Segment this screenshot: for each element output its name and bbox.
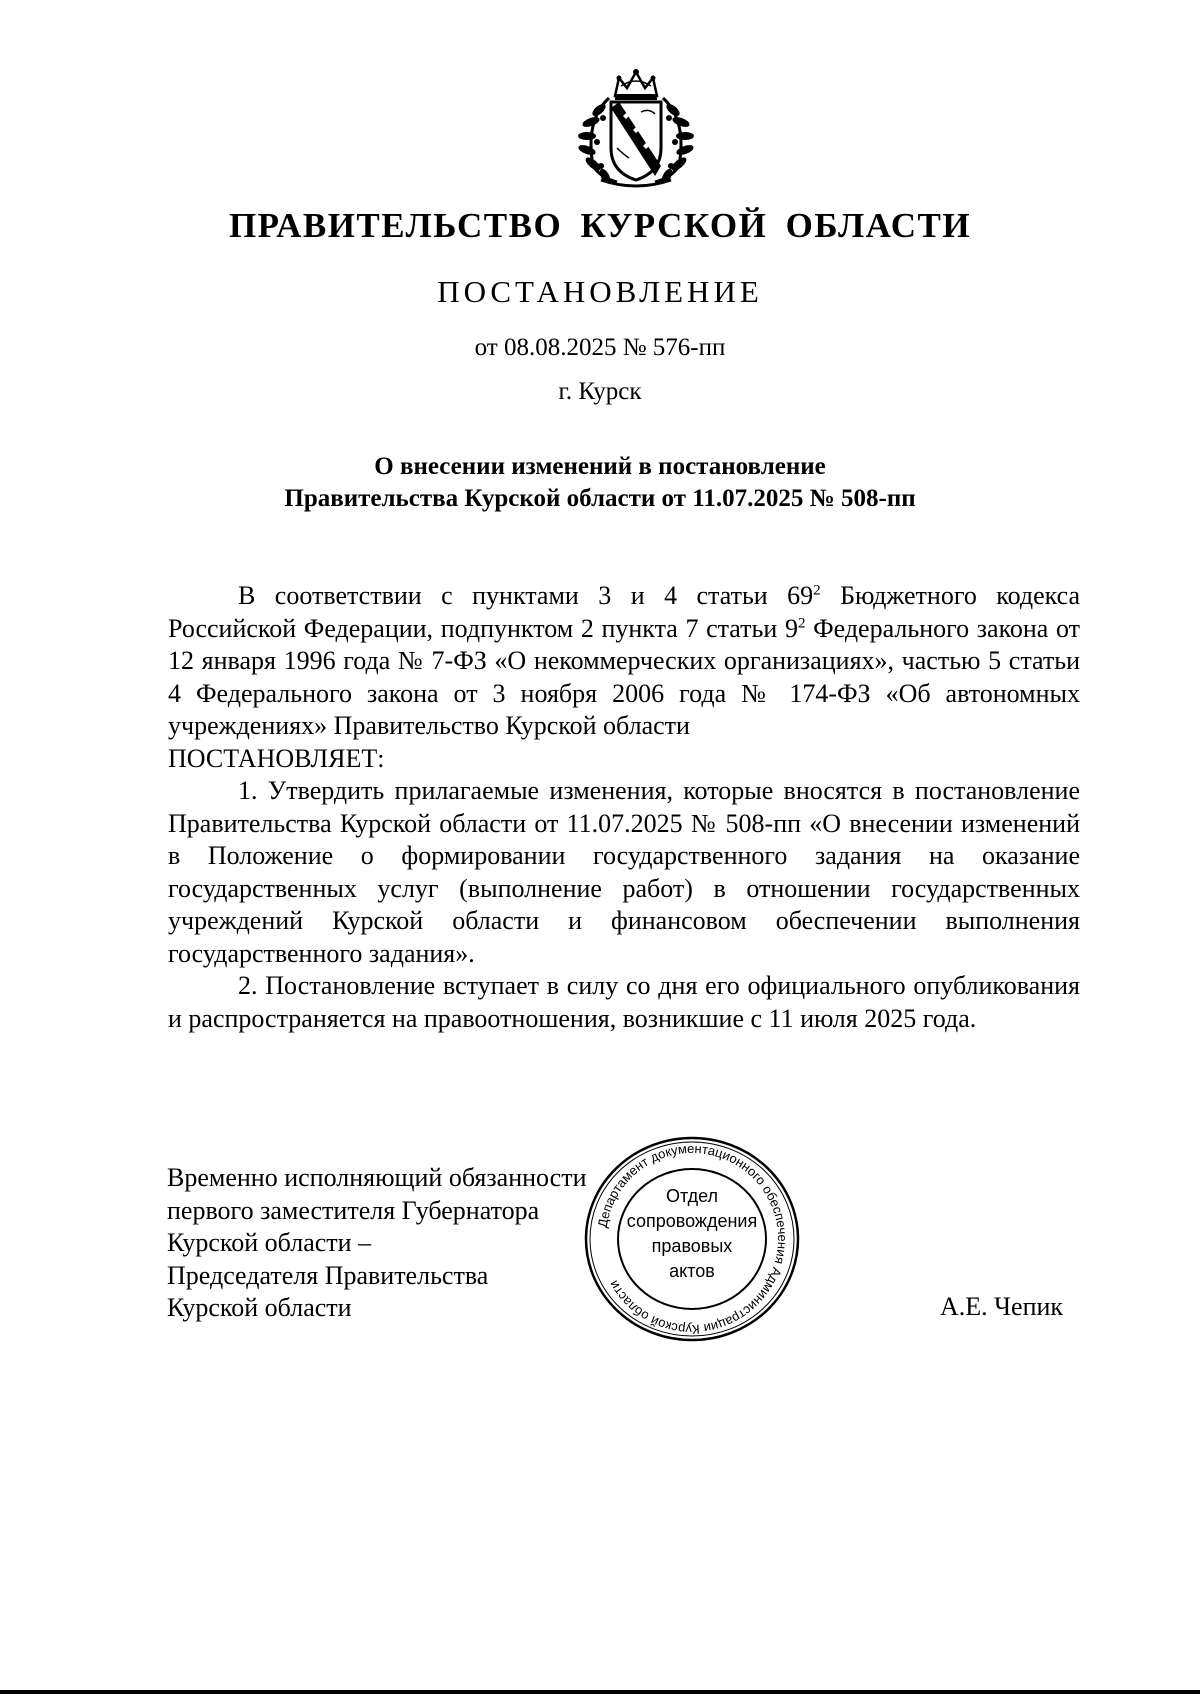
signatory-position xyxy=(167,1162,587,1325)
item-1-paragraph: 1. Утвердить прилагаемые изменения, которые вносятся в постановление Правительства Курской области от 11.07.2025 № 508-пп «О внесении изменений в Положение о формировании государственного задания на оказание государственных услуг (выполнение работ) в отношении государственных учреждений Курской области и финансовом обеспечении выполнения государственного задания». xyxy=(168,776,1080,968)
shield-icon xyxy=(611,102,661,180)
signatory-line-2: первого заместителя Губернатора xyxy=(167,1195,540,1225)
signer-name: А.Е. Чепик xyxy=(940,1292,1064,1321)
signatory-line-1: Временно исполняющий обязанности xyxy=(167,1163,587,1192)
decree-word: ПОСТАНОВЛЯЕТ: xyxy=(168,743,385,773)
stamp-center-line-4: актов xyxy=(669,1261,715,1281)
preamble-superscript-2: 2 xyxy=(797,614,806,631)
item-2-paragraph: 2. Постановление вступает в силу со дня его официального опубликования и распространяется на правоотношения, возникшие с 11 июля 2025 года. xyxy=(168,971,1080,1033)
signatory-line-3: Курской области – xyxy=(167,1228,372,1257)
document-city: г. Курск xyxy=(558,378,642,405)
preamble-text-3: Федерального закона от 12 января 1996 года № 7-ФЗ «О некоммерческих организациях», частью 5 статьи 4 Федерального закона от 3 ноября 2006 года № 174-ФЗ «Об автономных учреждениях» Правительство Курской области xyxy=(168,613,1081,740)
official-stamp xyxy=(578,1130,806,1348)
organization-title: ПРАВИТЕЛЬСТВО КУРСКОЙ ОБЛАСТИ xyxy=(228,206,972,245)
preamble-text-2: Бюджетного кодекса Российской Федерации, подпунктом 2 пункта 7 статьи 9 xyxy=(168,581,1080,643)
page-bottom-edge xyxy=(0,1690,1200,1694)
signatory-line-5: Курской области xyxy=(167,1293,352,1322)
preamble-paragraph xyxy=(168,580,1080,743)
coat-of-arms-emblem xyxy=(571,68,701,192)
document-type: ПОСТАНОВЛЕНИЕ xyxy=(437,274,763,309)
preamble-text-1: В соответствии с пунктами 3 и 4 статьи 69 xyxy=(238,581,814,610)
document-number: от 08.08.2025 № 576-пп xyxy=(474,334,726,361)
subject-line-2: Правительства Курской области от 11.07.2025 № 508-пп xyxy=(284,485,916,512)
document-subject xyxy=(0,451,1200,515)
stamp-center-line-2: сопровождения xyxy=(626,1211,758,1231)
subject-line-1: О внесении изменений в постановление xyxy=(374,453,826,480)
stamp-ring-text: Департамент документационного обеспечения Администрации Курской области xyxy=(594,1140,791,1338)
signatory-line-4: Председателя Правительства xyxy=(167,1260,489,1290)
crown-icon xyxy=(615,69,657,100)
stamp-center-line-1: Отдел xyxy=(665,1186,719,1206)
stamp-center-line-3: правовых xyxy=(651,1236,733,1256)
preamble-superscript-1: 2 xyxy=(813,582,821,599)
document-body xyxy=(168,580,1080,1035)
